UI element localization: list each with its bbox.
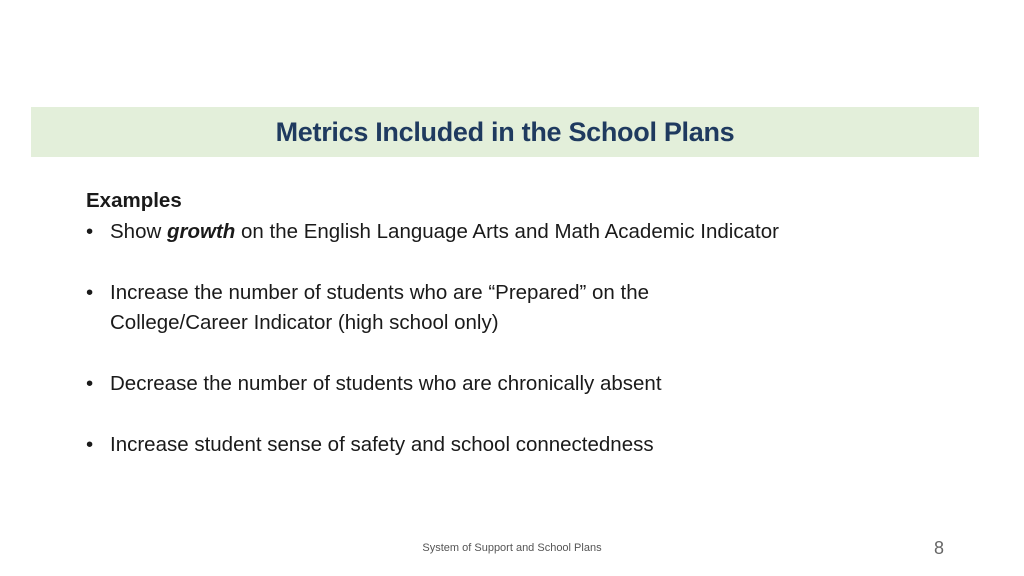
bullet-text-suffix: on the English Language Arts and Math Academic Indicator (241, 219, 779, 243)
examples-heading: Examples (86, 189, 182, 212)
bullet-text: Decrease the number of students who are chronically absent (110, 372, 662, 395)
bullet-icon: • (86, 433, 94, 456)
bullet-icon: • (86, 280, 94, 304)
bullet-item-prepared (86, 278, 966, 339)
bullet-icon: • (86, 372, 94, 395)
bullet-text-line2: College/Career Indicator (high school only) (110, 311, 499, 334)
bullet-list (86, 217, 966, 461)
slide-content (86, 186, 966, 461)
bullet-emphasis: growth (166, 219, 236, 243)
slide-footer: System of Support and School Plans (422, 542, 602, 554)
page-number: 8 (933, 538, 944, 558)
bullet-item-absent (86, 369, 966, 400)
bullet-text-line1: Increase the number of students who are “Prepared” on the (110, 280, 650, 304)
bullet-item-safety (86, 430, 966, 461)
bullet-text-prefix: Show (110, 219, 162, 243)
slide-title: Metrics Included in the School Plans (275, 116, 735, 147)
bullet-icon: • (86, 219, 94, 243)
title-band (31, 107, 979, 157)
bullet-text: Increase student sense of safety and school connectedness (110, 433, 654, 456)
bullet-item-growth (86, 217, 966, 248)
